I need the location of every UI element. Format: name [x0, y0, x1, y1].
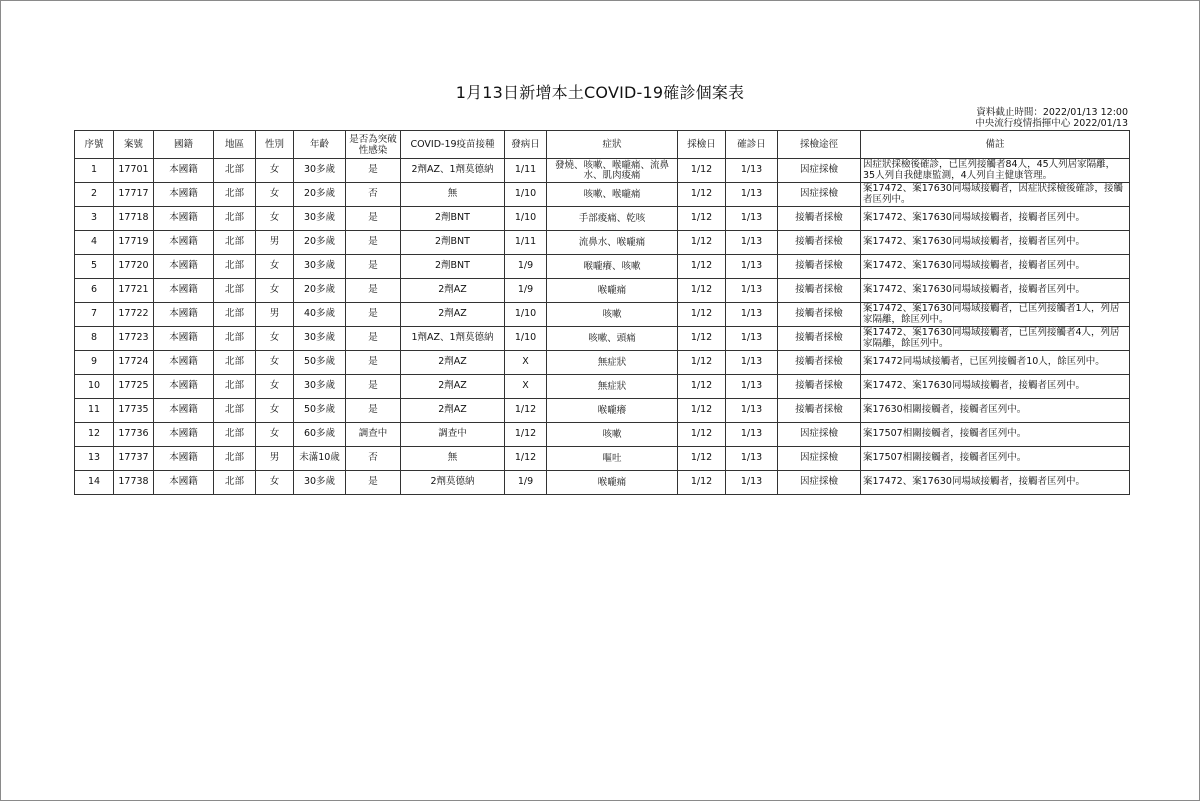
test-date-cell: 1/12: [678, 207, 726, 231]
confirmed-date-cell: 1/13: [726, 447, 778, 471]
col-test-date-header: 採檢日: [678, 131, 726, 159]
vaccine-cell: 無: [401, 183, 505, 207]
vaccine-cell: 2劑莫德納: [401, 471, 505, 495]
table-row: [75, 399, 1130, 423]
case-number-cell: 17723: [114, 327, 154, 351]
table-row: [75, 351, 1130, 375]
remarks-cell: 案17472、案17630同場域接觸者，接觸者匡列中。: [861, 255, 1130, 279]
age-cell: 30多歲: [294, 375, 346, 399]
test-date-cell: 1/12: [678, 303, 726, 327]
symptoms-cell: 嘔吐: [547, 447, 678, 471]
region-cell: 北部: [214, 231, 256, 255]
age-cell: 30多歲: [294, 471, 346, 495]
vaccine-cell: 2劑AZ: [401, 351, 505, 375]
sex-cell: 女: [256, 375, 294, 399]
onset-date-cell: X: [505, 375, 547, 399]
symptoms-cell: 手部痠痛、乾咳: [547, 207, 678, 231]
nationality-cell: 本國籍: [154, 399, 214, 423]
test-date-cell: 1/12: [678, 279, 726, 303]
col-onset-date-header: 發病日: [505, 131, 547, 159]
vaccine-cell: 2劑BNT: [401, 255, 505, 279]
onset-date-cell: 1/9: [505, 471, 547, 495]
confirmed-date-cell: 1/13: [726, 231, 778, 255]
remarks-cell: 案17472、案17630同場域接觸者，已匡列接觸者1人，列居家隔離，餘匡列中。: [861, 303, 1130, 327]
nationality-cell: 本國籍: [154, 327, 214, 351]
table-row: [75, 327, 1130, 351]
vaccine-cell: 2劑AZ、1劑莫德納: [401, 159, 505, 183]
confirmed-date-cell: 1/13: [726, 255, 778, 279]
test-route-cell: 因症採檢: [778, 447, 861, 471]
onset-date-cell: 1/10: [505, 303, 547, 327]
symptoms-cell: 流鼻水、喉嚨痛: [547, 231, 678, 255]
symptoms-cell: 咳嗽、頭痛: [547, 327, 678, 351]
confirmed-date-cell: 1/13: [726, 207, 778, 231]
remarks-cell: 案17630相關接觸者，接觸者匡列中。: [861, 399, 1130, 423]
col-nationality-header: 國籍: [154, 131, 214, 159]
remarks-cell: 案17472、案17630同場域接觸者，接觸者匡列中。: [861, 375, 1130, 399]
case-number-cell: 17738: [114, 471, 154, 495]
col-symptoms-header: 症狀: [547, 131, 678, 159]
col-region-header: 地區: [214, 131, 256, 159]
breakthrough-cell: 是: [346, 159, 401, 183]
case-number-cell: 17719: [114, 231, 154, 255]
serial-cell: 8: [75, 327, 114, 351]
breakthrough-cell: 是: [346, 279, 401, 303]
age-cell: 20多歲: [294, 231, 346, 255]
age-cell: 40多歲: [294, 303, 346, 327]
region-cell: 北部: [214, 207, 256, 231]
col-breakthrough-header: 是否為突破性感染: [346, 131, 401, 159]
breakthrough-cell: 調查中: [346, 423, 401, 447]
sex-cell: 女: [256, 327, 294, 351]
region-cell: 北部: [214, 327, 256, 351]
age-cell: 20多歲: [294, 183, 346, 207]
col-vaccine-header: COVID-19疫苗接種: [401, 131, 505, 159]
age-cell: 未滿10歲: [294, 447, 346, 471]
sex-cell: 女: [256, 351, 294, 375]
serial-cell: 9: [75, 351, 114, 375]
test-route-cell: 因症採檢: [778, 471, 861, 495]
nationality-cell: 本國籍: [154, 303, 214, 327]
test-route-cell: 因症採檢: [778, 183, 861, 207]
nationality-cell: 本國籍: [154, 471, 214, 495]
breakthrough-cell: 是: [346, 471, 401, 495]
symptoms-cell: 喉嚨痛: [547, 471, 678, 495]
nationality-cell: 本國籍: [154, 231, 214, 255]
table-header-row: [75, 131, 1130, 159]
serial-cell: 3: [75, 207, 114, 231]
confirmed-date-cell: 1/13: [726, 327, 778, 351]
region-cell: 北部: [214, 375, 256, 399]
test-route-cell: 因症採檢: [778, 159, 861, 183]
nationality-cell: 本國籍: [154, 375, 214, 399]
remarks-cell: 案17472、案17630同場域接觸者，已匡列接觸者4人，列居家隔離，餘匡列中。: [861, 327, 1130, 351]
sex-cell: 男: [256, 303, 294, 327]
confirmed-date-cell: 1/13: [726, 183, 778, 207]
serial-cell: 7: [75, 303, 114, 327]
region-cell: 北部: [214, 423, 256, 447]
case-number-cell: 17724: [114, 351, 154, 375]
nationality-cell: 本國籍: [154, 351, 214, 375]
case-number-cell: 17720: [114, 255, 154, 279]
nationality-cell: 本國籍: [154, 447, 214, 471]
confirmed-date-cell: 1/13: [726, 423, 778, 447]
breakthrough-cell: 是: [346, 351, 401, 375]
nationality-cell: 本國籍: [154, 423, 214, 447]
table-row: [75, 159, 1130, 183]
case-number-cell: 17737: [114, 447, 154, 471]
test-route-cell: 因症採檢: [778, 423, 861, 447]
breakthrough-cell: 否: [346, 447, 401, 471]
col-sex-header: 性別: [256, 131, 294, 159]
col-test-route-header: 採檢途徑: [778, 131, 861, 159]
region-cell: 北部: [214, 399, 256, 423]
breakthrough-cell: 是: [346, 327, 401, 351]
col-age-header: 年齡: [294, 131, 346, 159]
region-cell: 北部: [214, 159, 256, 183]
confirmed-date-cell: 1/13: [726, 471, 778, 495]
onset-date-cell: 1/11: [505, 231, 547, 255]
vaccine-cell: 2劑AZ: [401, 279, 505, 303]
table-row: [75, 255, 1130, 279]
serial-cell: 6: [75, 279, 114, 303]
region-cell: 北部: [214, 447, 256, 471]
test-route-cell: 接觸者採檢: [778, 399, 861, 423]
serial-cell: 4: [75, 231, 114, 255]
remarks-cell: 案17507相關接觸者，接觸者匡列中。: [861, 423, 1130, 447]
onset-date-cell: 1/9: [505, 255, 547, 279]
vaccine-cell: 2劑BNT: [401, 231, 505, 255]
case-number-cell: 17736: [114, 423, 154, 447]
test-route-cell: 接觸者採檢: [778, 351, 861, 375]
col-case-number-header: 案號: [114, 131, 154, 159]
data-cutoff-time: 資料截止時間：2022/01/13 12:00: [976, 107, 1128, 118]
case-table: [74, 130, 1130, 495]
col-confirmed-date-header: 確診日: [726, 131, 778, 159]
age-cell: 50多歲: [294, 399, 346, 423]
case-number-cell: 17722: [114, 303, 154, 327]
case-number-cell: 17725: [114, 375, 154, 399]
serial-cell: 10: [75, 375, 114, 399]
region-cell: 北部: [214, 471, 256, 495]
breakthrough-cell: 是: [346, 303, 401, 327]
symptoms-cell: 喉嚨痛: [547, 279, 678, 303]
remarks-cell: 案17472、案17630同場域接觸者，接觸者匡列中。: [861, 207, 1130, 231]
nationality-cell: 本國籍: [154, 255, 214, 279]
remarks-cell: 案17472、案17630同場域接觸者，接觸者匡列中。: [861, 279, 1130, 303]
vaccine-cell: 2劑AZ: [401, 303, 505, 327]
vaccine-cell: 1劑AZ、1劑莫德納: [401, 327, 505, 351]
table-row: [75, 447, 1130, 471]
remarks-cell: 案17472、案17630同場域接觸者，接觸者匡列中。: [861, 471, 1130, 495]
onset-date-cell: 1/11: [505, 159, 547, 183]
confirmed-date-cell: 1/13: [726, 159, 778, 183]
test-route-cell: 接觸者採檢: [778, 375, 861, 399]
symptoms-cell: 發燒、咳嗽、喉嚨痛、流鼻水、肌肉痠痛: [547, 159, 678, 183]
vaccine-cell: 2劑AZ: [401, 375, 505, 399]
test-date-cell: 1/12: [678, 327, 726, 351]
symptoms-cell: 喉嚨癢: [547, 399, 678, 423]
age-cell: 60多歲: [294, 423, 346, 447]
remarks-cell: 案17472同場域接觸者，已匡列接觸者10人，餘匡列中。: [861, 351, 1130, 375]
serial-cell: 14: [75, 471, 114, 495]
table-row: [75, 207, 1130, 231]
col-serial-header: 序號: [75, 131, 114, 159]
test-date-cell: 1/12: [678, 399, 726, 423]
serial-cell: 13: [75, 447, 114, 471]
table-row: [75, 471, 1130, 495]
onset-date-cell: 1/9: [505, 279, 547, 303]
onset-date-cell: 1/10: [505, 207, 547, 231]
case-number-cell: 17735: [114, 399, 154, 423]
sex-cell: 女: [256, 423, 294, 447]
confirmed-date-cell: 1/13: [726, 351, 778, 375]
case-number-cell: 17721: [114, 279, 154, 303]
case-number-cell: 17701: [114, 159, 154, 183]
test-date-cell: 1/12: [678, 255, 726, 279]
onset-date-cell: 1/10: [505, 327, 547, 351]
test-route-cell: 接觸者採檢: [778, 231, 861, 255]
remarks-cell: 因症狀採檢後確診，已匡列接觸者84人，45人列居家隔離，35人列自我健康監測，4人列自主健康管理。: [861, 159, 1130, 183]
col-remarks-header: 備註: [861, 131, 1130, 159]
test-route-cell: 接觸者採檢: [778, 327, 861, 351]
test-date-cell: 1/12: [678, 351, 726, 375]
region-cell: 北部: [214, 303, 256, 327]
data-source: 中央流行疫情指揮中心 2022/01/13: [975, 118, 1128, 129]
confirmed-date-cell: 1/13: [726, 399, 778, 423]
nationality-cell: 本國籍: [154, 279, 214, 303]
age-cell: 50多歲: [294, 351, 346, 375]
remarks-cell: 案17472、案17630同場域接觸者，因症狀採檢後確診，接觸者匡列中。: [861, 183, 1130, 207]
remarks-cell: 案17472、案17630同場域接觸者，接觸者匡列中。: [861, 231, 1130, 255]
serial-cell: 2: [75, 183, 114, 207]
nationality-cell: 本國籍: [154, 207, 214, 231]
nationality-cell: 本國籍: [154, 183, 214, 207]
test-route-cell: 接觸者採檢: [778, 207, 861, 231]
breakthrough-cell: 是: [346, 375, 401, 399]
serial-cell: 1: [75, 159, 114, 183]
sex-cell: 女: [256, 399, 294, 423]
confirmed-date-cell: 1/13: [726, 303, 778, 327]
case-number-cell: 17717: [114, 183, 154, 207]
onset-date-cell: 1/12: [505, 447, 547, 471]
age-cell: 20多歲: [294, 279, 346, 303]
test-date-cell: 1/12: [678, 183, 726, 207]
sex-cell: 男: [256, 447, 294, 471]
sex-cell: 男: [256, 231, 294, 255]
table-body: [75, 159, 1130, 495]
sex-cell: 女: [256, 471, 294, 495]
age-cell: 30多歲: [294, 327, 346, 351]
document-title: 1月13日新增本土COVID-19確診個案表: [455, 83, 745, 102]
sex-cell: 女: [256, 207, 294, 231]
vaccine-cell: 無: [401, 447, 505, 471]
symptoms-cell: 喉嚨癢、咳嗽: [547, 255, 678, 279]
breakthrough-cell: 是: [346, 255, 401, 279]
region-cell: 北部: [214, 351, 256, 375]
onset-date-cell: 1/12: [505, 399, 547, 423]
onset-date-cell: 1/10: [505, 183, 547, 207]
nationality-cell: 本國籍: [154, 159, 214, 183]
age-cell: 30多歲: [294, 159, 346, 183]
serial-cell: 11: [75, 399, 114, 423]
sex-cell: 女: [256, 159, 294, 183]
test-date-cell: 1/12: [678, 423, 726, 447]
table-row: [75, 231, 1130, 255]
table-row: [75, 375, 1130, 399]
test-date-cell: 1/12: [678, 159, 726, 183]
test-date-cell: 1/12: [678, 447, 726, 471]
vaccine-cell: 2劑BNT: [401, 207, 505, 231]
serial-cell: 12: [75, 423, 114, 447]
symptoms-cell: 咳嗽: [547, 303, 678, 327]
breakthrough-cell: 是: [346, 399, 401, 423]
sex-cell: 女: [256, 183, 294, 207]
symptoms-cell: 咳嗽、喉嚨痛: [547, 183, 678, 207]
vaccine-cell: 2劑AZ: [401, 399, 505, 423]
confirmed-date-cell: 1/13: [726, 375, 778, 399]
table-row: [75, 423, 1130, 447]
test-route-cell: 接觸者採檢: [778, 303, 861, 327]
age-cell: 30多歲: [294, 255, 346, 279]
breakthrough-cell: 是: [346, 207, 401, 231]
remarks-cell: 案17507相關接觸者，接觸者匡列中。: [861, 447, 1130, 471]
test-date-cell: 1/12: [678, 231, 726, 255]
breakthrough-cell: 否: [346, 183, 401, 207]
table-row: [75, 303, 1130, 327]
table-row: [75, 183, 1130, 207]
region-cell: 北部: [214, 183, 256, 207]
symptoms-cell: 無症狀: [547, 375, 678, 399]
region-cell: 北部: [214, 279, 256, 303]
sex-cell: 女: [256, 255, 294, 279]
sex-cell: 女: [256, 279, 294, 303]
table-row: [75, 279, 1130, 303]
confirmed-date-cell: 1/13: [726, 279, 778, 303]
serial-cell: 5: [75, 255, 114, 279]
symptoms-cell: 無症狀: [547, 351, 678, 375]
case-number-cell: 17718: [114, 207, 154, 231]
test-route-cell: 接觸者採檢: [778, 255, 861, 279]
test-route-cell: 接觸者採檢: [778, 279, 861, 303]
onset-date-cell: X: [505, 351, 547, 375]
test-date-cell: 1/12: [678, 375, 726, 399]
test-date-cell: 1/12: [678, 471, 726, 495]
age-cell: 30多歲: [294, 207, 346, 231]
vaccine-cell: 調查中: [401, 423, 505, 447]
symptoms-cell: 咳嗽: [547, 423, 678, 447]
region-cell: 北部: [214, 255, 256, 279]
breakthrough-cell: 是: [346, 231, 401, 255]
onset-date-cell: 1/12: [505, 423, 547, 447]
